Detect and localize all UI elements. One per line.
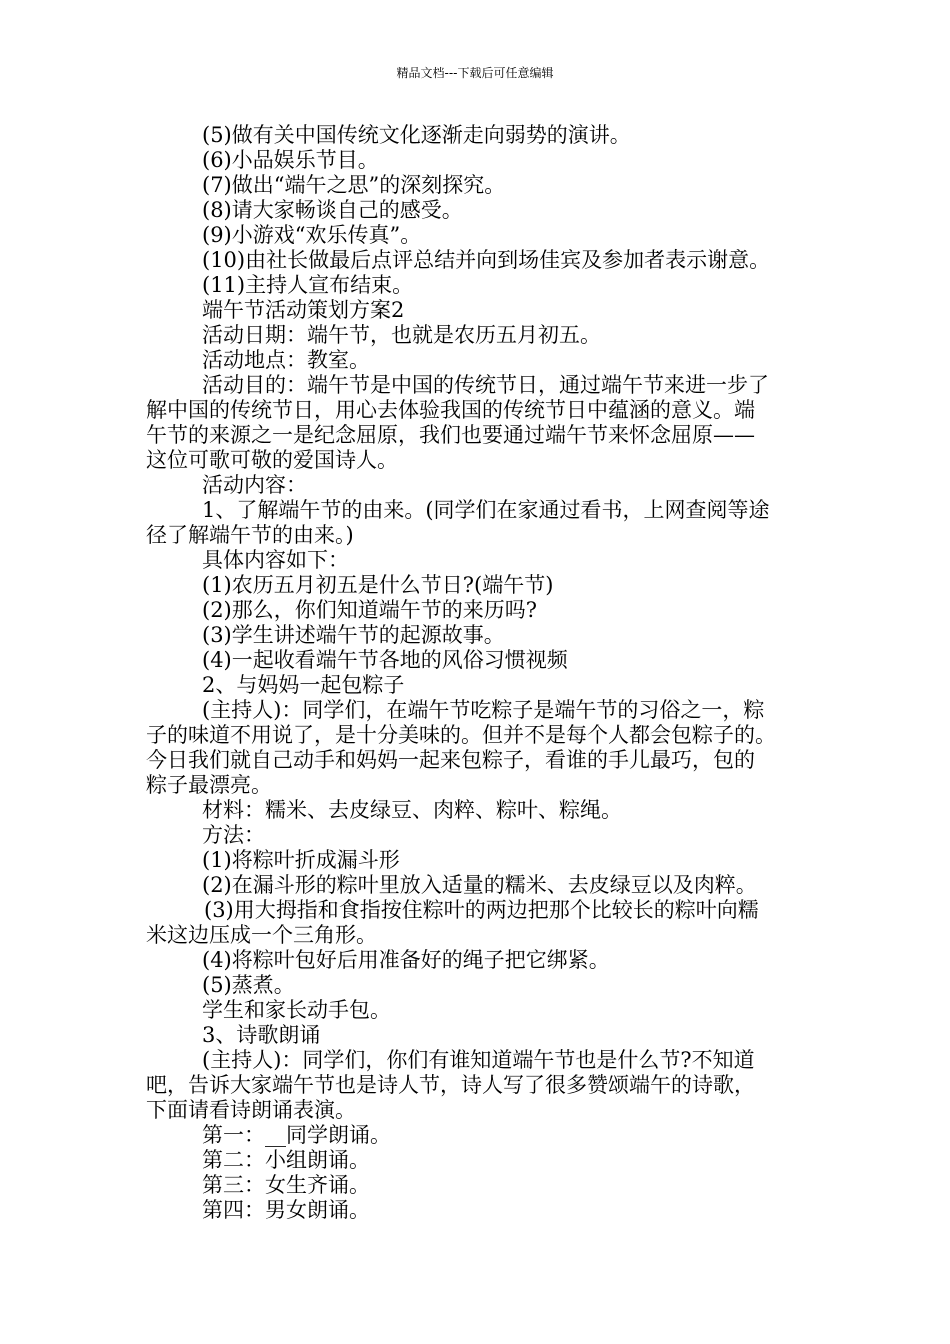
text-line: (3)用大拇指和食指按住粽叶的两边把那个比较长的粽叶向糯 (204, 898, 759, 922)
text-line: (1)农历五月初五是什么节日?(端午节) (202, 573, 554, 597)
text-line: (主持人)：同学们，你们有谁知道端午节也是什么节?不知道 (202, 1048, 755, 1072)
text-line: (9)小游戏“欢乐传真”。 (202, 223, 422, 247)
text-line: 方法： (202, 823, 265, 847)
text-line: 午节的来源之一是纪念屈原，我们也要通过端午节来怀念屈原—— (146, 423, 755, 447)
text-line: 活动日期：端午节，也就是农历五月初五。 (202, 323, 601, 347)
text-line: 今日我们就自己动手和妈妈一起来包粽子，看谁的手儿最巧，包的 (146, 748, 755, 772)
text-line: 粽子最漂亮。 (146, 773, 272, 797)
text-line: 径了解端午节的由来。) (146, 523, 354, 547)
text-line: 吧，告诉大家端午节也是诗人节，诗人写了很多赞颂端午的诗歌， (146, 1073, 755, 1097)
text-line: (主持人)：同学们，在端午节吃粽子是端午节的习俗之一，粽 (202, 698, 765, 722)
text-line: (2)在漏斗形的粽叶里放入适量的糯米、去皮绿豆以及肉粹。 (202, 873, 757, 897)
text-line: 具体内容如下： (202, 548, 349, 572)
text-line: 3、诗歌朗诵 (202, 1023, 321, 1047)
text-line: (7)做出“端午之思”的深刻探究。 (202, 173, 506, 197)
text-line: 第二：小组朗诵。 (202, 1148, 370, 1172)
text-line: 第一：__同学朗诵。 (202, 1123, 391, 1147)
text-line: (4)一起收看端午节各地的风俗习惯视频 (202, 648, 568, 672)
text-line: 活动目的：端午节是中国的传统节日，通过端午节来进一步了 (202, 373, 769, 397)
text-line: 活动地点：教室。 (202, 348, 370, 372)
text-line: (3)学生讲述端午节的起源故事。 (202, 623, 505, 647)
text-line: (8)请大家畅谈自己的感受。 (202, 198, 463, 222)
text-line: (5)做有关中国传统文化逐渐走向弱势的演讲。 (202, 123, 631, 147)
text-line: (5)蒸煮。 (202, 973, 295, 997)
text-line: 子的味道不用说了，是十分美味的。但并不是每个人都会包粽子的。 (146, 723, 776, 747)
text-line: 第四：男女朗诵。 (202, 1198, 370, 1222)
text-line: 下面请看诗朗诵表演。 (146, 1098, 356, 1122)
document-body (146, 123, 821, 1223)
page-header: 精品文档---下载后可任意编辑 (396, 66, 554, 80)
text-line: 活动内容： (202, 473, 307, 497)
text-line: (2)那么，你们知道端午节的来历吗? (202, 598, 538, 622)
text-line: 学生和家长动手包。 (202, 998, 391, 1022)
text-line: 第三：女生齐诵。 (202, 1173, 370, 1197)
text-line: 这位可歌可敬的爱国诗人。 (146, 448, 398, 472)
text-line: 解中国的传统节日，用心去体验我国的传统节日中蕴涵的意义。端 (146, 398, 755, 422)
text-line: 1、了解端午节的由来。(同学们在家通过看书，上网查阅等途 (202, 498, 770, 522)
text-line: (6)小品娱乐节目。 (202, 148, 379, 172)
text-line: (1)将粽叶折成漏斗形 (202, 848, 400, 872)
text-line: 端午节活动策划方案2 (202, 298, 405, 322)
text-line: (11)主持人宣布结束。 (202, 273, 414, 297)
text-line: (10)由社长做最后点评总结并向到场佳宾及参加者表示谢意。 (202, 248, 771, 272)
text-line: (4)将粽叶包好后用准备好的绳子把它绑紧。 (202, 948, 610, 972)
text-line: 2、与妈妈一起包粽子 (202, 673, 405, 697)
text-line: 材料：糯米、去皮绿豆、肉粹、粽叶、粽绳。 (202, 798, 622, 822)
text-line: 米这边压成一个三角形。 (146, 923, 377, 947)
